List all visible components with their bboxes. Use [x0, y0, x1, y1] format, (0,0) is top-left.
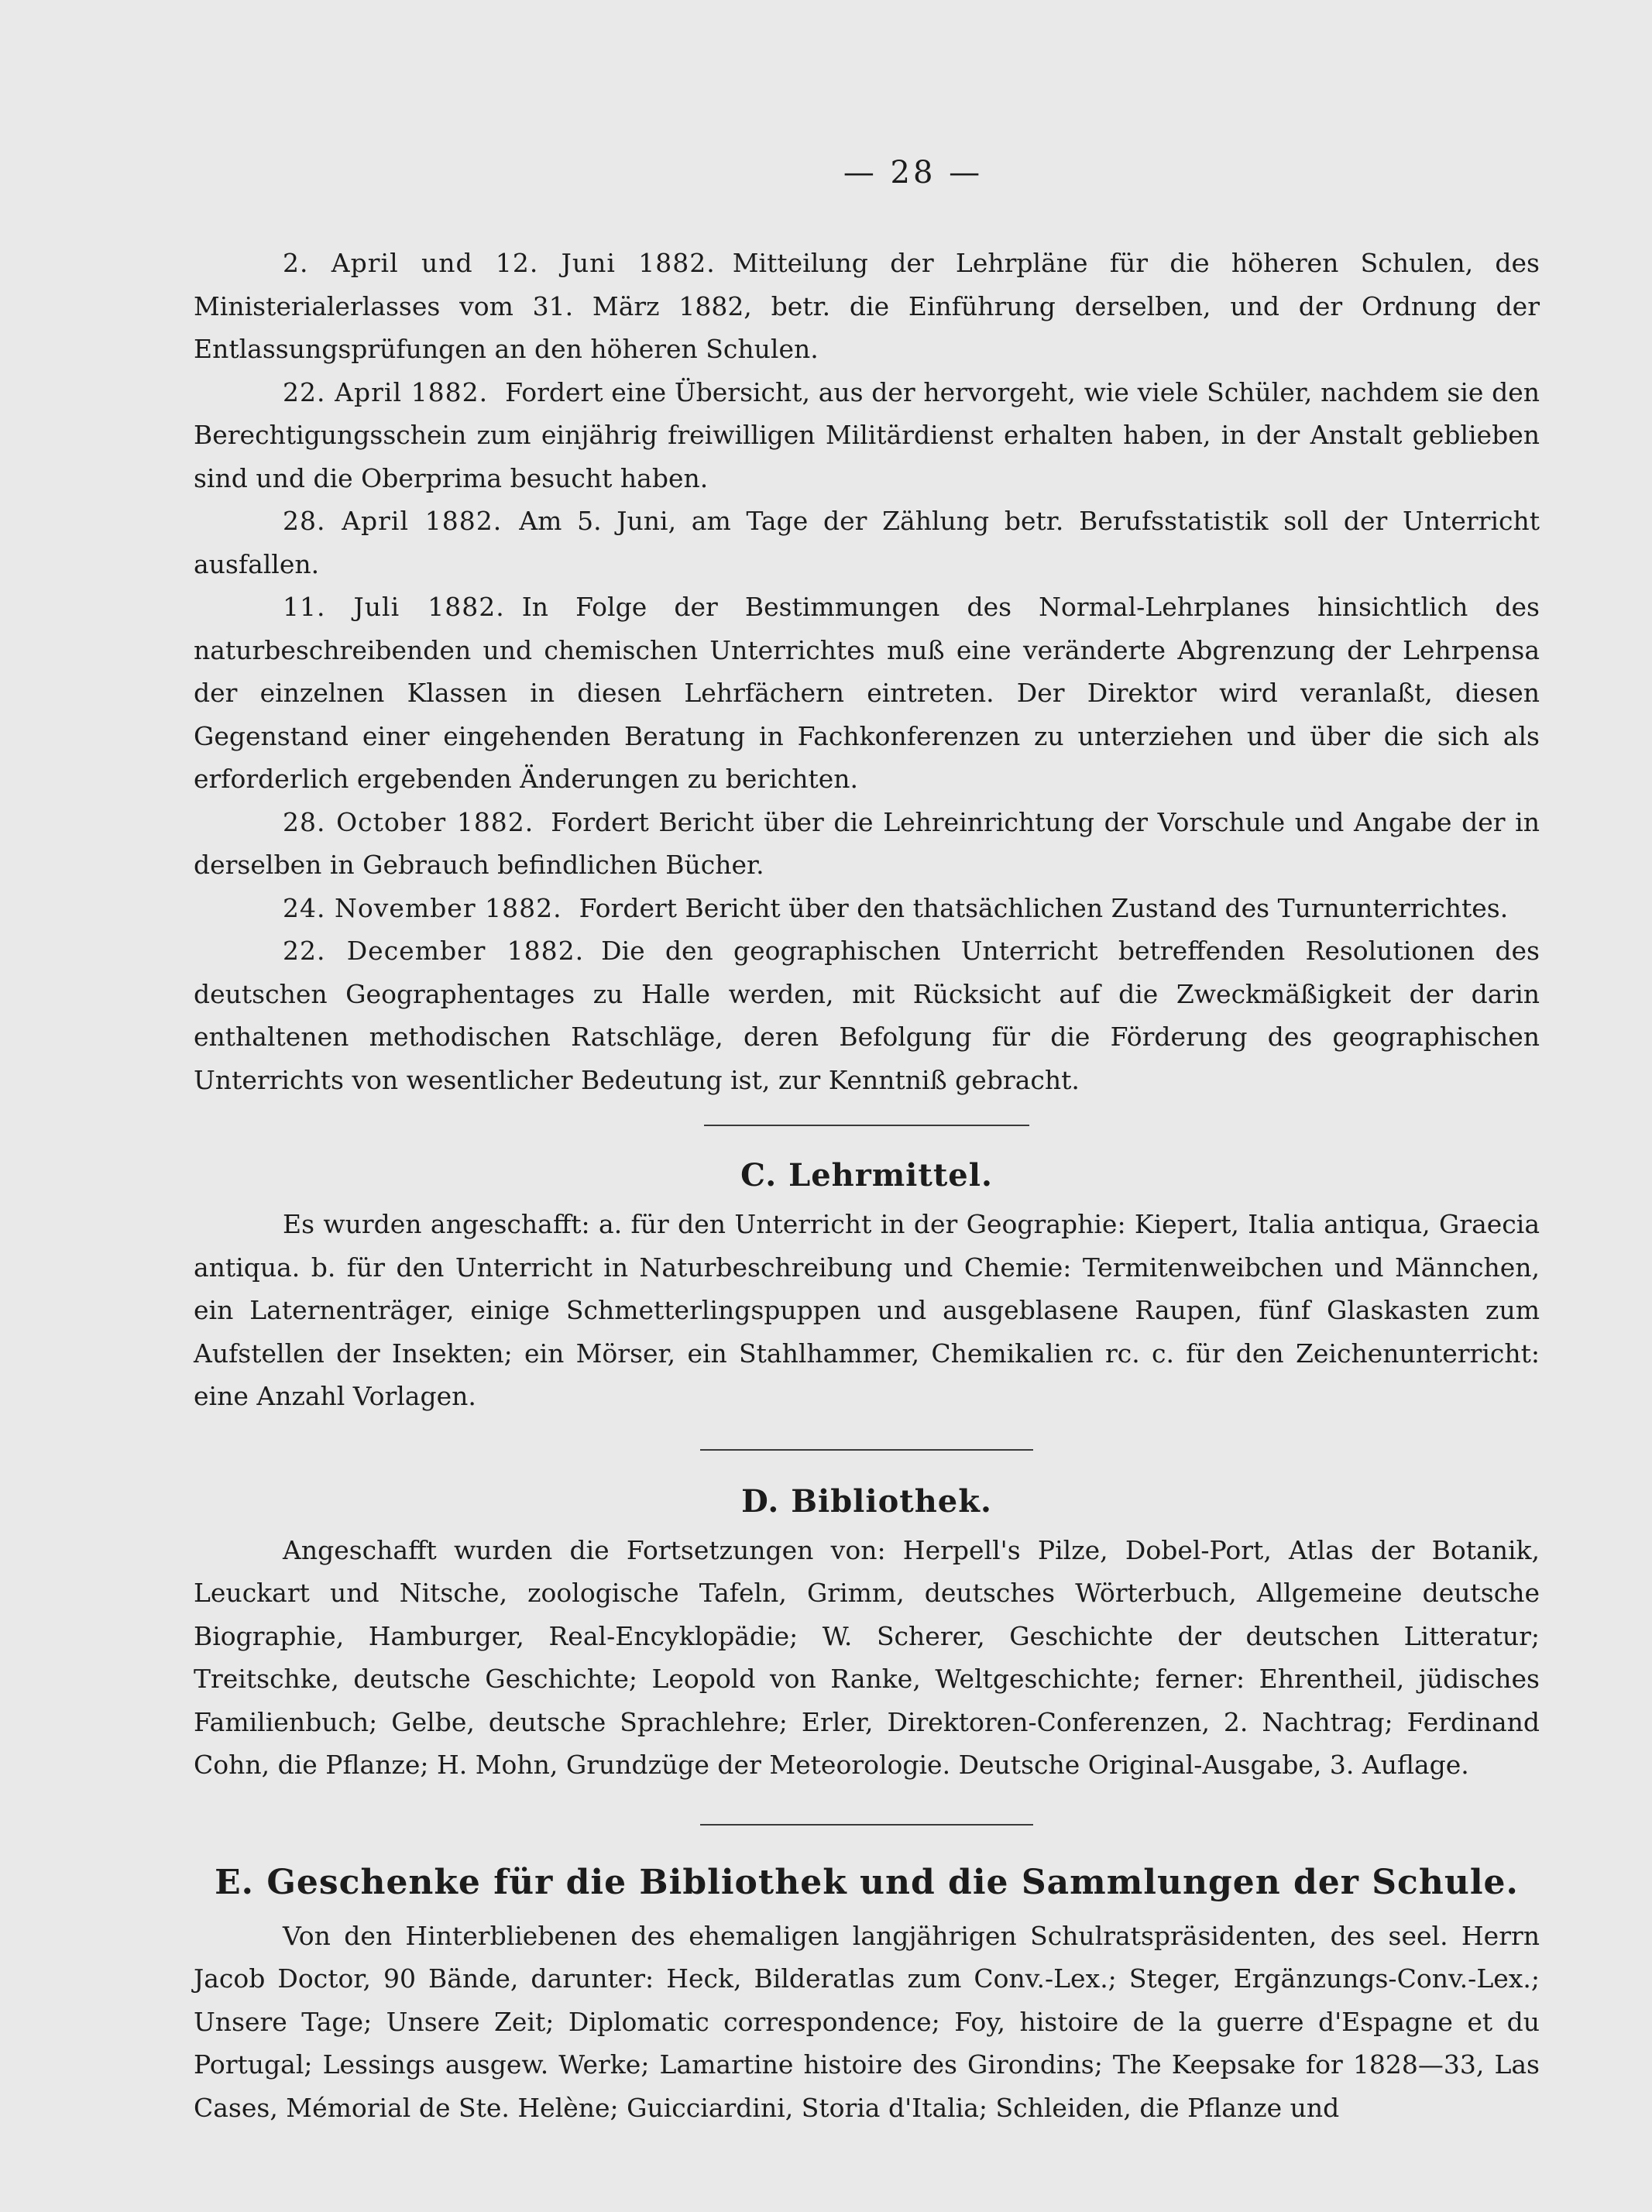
entry-text: Fordert Bericht über den thatsächlichen Zustand des Turnunterrichtes.	[579, 892, 1509, 923]
entry-date: 22. April 1882.	[283, 376, 489, 407]
entry-paragraph	[194, 929, 1540, 1101]
entry-text: Am 5. Juni, am Tage der Zählung betr. Berufsstatistik soll der Unterricht ausfallen.	[194, 506, 1540, 579]
section-divider	[700, 1824, 1033, 1826]
entry-paragraph	[194, 801, 1540, 887]
section-text-bibliothek: Angeschafft wurden die Fortsetzungen von: Herpell's Pilze, Dobel-Port, Atlas der Botanik, Leuckart und Nitsche, zoologische Tafeln, Grimm, deutsches Wörterbuch, Allgemeine deutsche Biographie, Hamburger, Real-Encyklopädie; W. Scherer, Geschichte der deutschen Litteratur; Treitschke, deutsche Geschichte; Leopold von Ranke, Weltgeschichte; ferner: Ehrentheil, jüdisches Familienbuch; Gelbe, deutsche Sprachlehre; Erler, Direktoren-Conferenzen, 2. Nachtrag; Ferdinand Cohn, die Pflanze; H. Mohn, Grundzüge der Meteorologie. Deutsche Original-Ausgabe, 3. Auflage.	[194, 1534, 1540, 1780]
entry-paragraph	[194, 887, 1540, 930]
entry-paragraph	[194, 586, 1540, 801]
entry-text: In Folge der Bestimmungen des Normal-Lehrplanes hinsichtlich des naturbeschreibenden und chemischen Unterrichtes muß eine veränderte Abgrenzung der Lehrpensa der einzelnen Klassen in diesen Lehrfächern eintreten. Der Direktor wird veranlaßt, diesen Gegenstand einer eingehenden Beratung in Fachkonferenzen zu unterziehen und über die sich als erforderlich ergebenden Änderungen zu berichten.	[194, 592, 1540, 794]
page-number: — 28 —	[843, 155, 984, 191]
section-text-geschenke: Von den Hinterbliebenen des ehemaligen langjährigen Schulratspräsidenten, des seel. Herrn Jacob Doctor, 90 Bände, darunter: Heck, Bilderatlas zum Conv.-Lex.; Steger, Ergänzungs-Conv.-Lex.; Unsere Tage; Unsere Zeit; Diplomatic correspondence; Foy, histoire de la guerre d'Espagne et du Portugal; Lessings ausgew. Werke; Lamartine histoire des Girondins; The Keepsake for 1828—33, Las Cases, Mémorial de Ste. Helène; Guicciardini, Storia d'Italia; Schleiden, die Pflanze und	[194, 1920, 1540, 2123]
entry-text: Mitteilung der Lehrpläne für die höheren Schulen, des Ministerialerlasses vom 31. März 1882, betr. die Einführung derselben, und der Ordnung der Entlassungsprüfungen an den höheren Schulen.	[194, 248, 1540, 364]
entry-date: 22. December 1882.	[283, 936, 585, 966]
entry-date: 28. April 1882.	[283, 506, 503, 536]
section-divider	[700, 1449, 1033, 1451]
entry-paragraph	[194, 242, 1540, 371]
entry-date: 2. April und 12. Juni 1882.	[283, 248, 716, 278]
entry-text: Fordert eine Übersicht, aus der hervorgeht, wie viele Schüler, nachdem sie den Berechtigungsschein zum einjährig freiwilligen Militärdienst erhalten haben, in der Anstalt geblieben sind und die Oberprima besucht haben.	[194, 376, 1540, 493]
entry-date: 11. Juli 1882.	[283, 592, 505, 622]
section-heading-bibliothek: D. Bibliothek.	[741, 1482, 992, 1520]
section-heading-lehrmittel: C. Lehrmittel.	[740, 1157, 993, 1194]
entry-date: 24. November 1882.	[283, 892, 562, 923]
section-text-lehrmittel: Es wurden angeschafft: a. für den Unterricht in der Geographie: Kiepert, Italia antiqua, Graecia antiqua. b. für den Unterricht in Naturbeschreibung und Chemie: Termitenweibchen und Männchen, ein Laternenträger, einige Schmetterlingspuppen und ausgeblasene Raupen, fünf Glaskasten zum Aufstellen der Insekten; ein Mörser, ein Stahlhammer, Chemikalien rc. c. für den Zeichenunterricht: eine Anzahl Vorlagen.	[194, 1209, 1540, 1411]
entry-paragraph	[194, 500, 1540, 586]
section-divider	[704, 1125, 1029, 1126]
entry-date: 28. October 1882.	[283, 806, 534, 837]
section-heading-geschenke: E. Geschenke für die Bibliothek und die Sammlungen der Schule.	[215, 1862, 1519, 1902]
entry-text: Fordert Bericht über die Lehreinrichtung der Vorschule und Angabe der in derselben in Gebrauch befindlichen Bücher.	[194, 806, 1540, 880]
entry-text: Die den geographischen Unterricht betreffenden Resolutionen des deutschen Geographentages zu Halle werden, mit Rücksicht auf die Zweckmäßigkeit der darin enthaltenen methodischen Ratschläge, deren Befolgung für die Förderung des geographischen Unterrichts von wesentlicher Bedeutung ist, zur Kenntniß gebracht.	[194, 936, 1540, 1095]
entry-paragraph	[194, 371, 1540, 500]
